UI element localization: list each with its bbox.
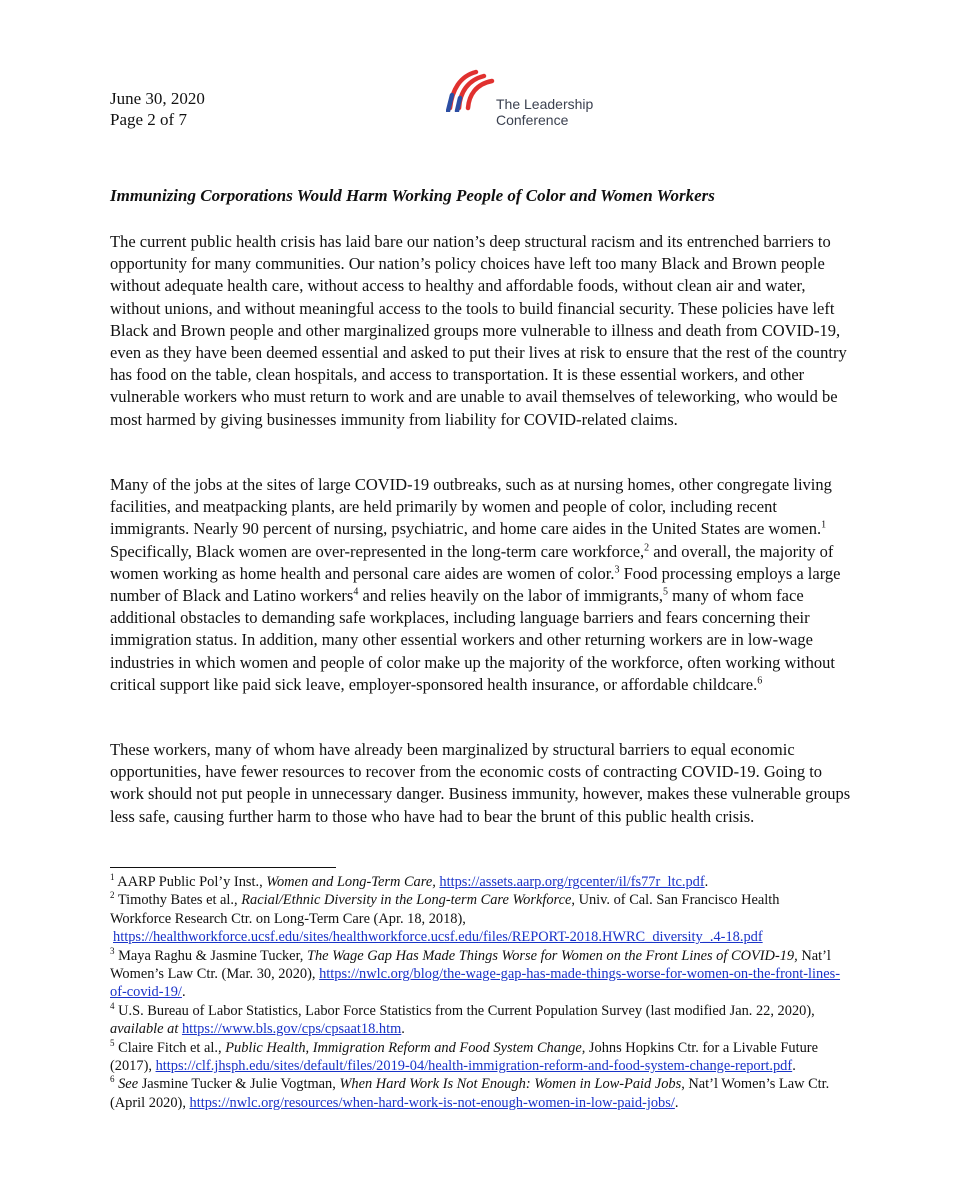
footnote-1-link[interactable]: https://assets.aarp.org/rgcenter/il/fs77r_ltc.pdf: [439, 874, 705, 890]
leadership-conference-logo: [446, 68, 606, 130]
footnote-4: [110, 1002, 842, 1039]
footnote-6-link[interactable]: https://nwlc.org/resources/when-hard-work-is-not-enough-women-in-low-paid-jobs/: [189, 1094, 675, 1111]
section-heading: Immunizing Corporations Would Harm Working People of Color and Women Workers: [110, 186, 715, 205]
footnote-2-publisher: , Univ. of Cal. San Francisco Health Workforce Research Ctr. on Long-Term Care (Apr. 18, 2018),: [110, 892, 780, 927]
logo-wordmark: [496, 96, 593, 128]
footnote-6-title: When Hard Work Is Not Enough: Women in Low-Paid Jobs: [339, 1076, 682, 1093]
footnote-6: [110, 1075, 842, 1112]
footnote-5-title: Public Health, Immigration Reform and Food System Change,: [225, 1039, 586, 1056]
footnote-5-source: Claire Fitch et al.,: [114, 1039, 226, 1056]
footnote-2-source: Timothy Bates et al.,: [114, 892, 242, 909]
footnote-divider: [110, 867, 336, 868]
footnote-5: [110, 1039, 842, 1076]
footnote-4-end: .: [401, 1021, 405, 1038]
footnote-ref-2[interactable]: 2: [644, 542, 650, 554]
logo-line-1: The Leadership: [496, 96, 594, 112]
p2-text-3: and overall, the majority of women working as home health and personal care aides are women of color.: [110, 541, 834, 583]
footnote-ref-4[interactable]: 4: [353, 586, 359, 598]
p2-text-5: and relies heavily on the labor of immigrants,: [358, 586, 664, 606]
letter-header: [110, 88, 205, 130]
footnote-3-link[interactable]: https://nwlc.org/blog/the-wage-gap-has-made-things-worse-for-women-on-the-front-lines-of-covid-19/: [110, 966, 841, 1001]
footnote-3-title: The Wage Gap Has Made Things Worse for Women on the Front Lines of COVID-19,: [306, 947, 798, 964]
footnote-3-number: 3: [110, 945, 115, 956]
footnote-4-available: available at: [110, 1021, 179, 1038]
footnote-1-title: Women and Long-Term Care,: [266, 874, 436, 890]
footnote-3: [110, 947, 842, 1002]
footnote-6-source: Jasmine Tucker & Julie Vogtman,: [138, 1076, 340, 1093]
footnote-ref-6[interactable]: 6: [757, 675, 763, 687]
p2-text-2: Specifically, Black women are over-represented in the long-term care workforce,: [110, 541, 645, 561]
logo-line-2: Conference: [496, 112, 569, 128]
footnote-1-source: AARP Public Pol’y Inst.,: [114, 874, 267, 890]
footnote-6-publisher: , Nat’l Women’s Law Ctr. (April 2020),: [110, 1076, 830, 1111]
footnote-1-number: 1: [110, 872, 115, 883]
footnote-1: [110, 873, 842, 891]
footnote-1-end: .: [704, 874, 709, 890]
footnote-2-number: 2: [110, 890, 115, 901]
footnote-3-publisher: Nat’l Women’s Law Ctr. (Mar. 30, 2020),: [110, 947, 831, 983]
paragraph-2: [110, 474, 852, 696]
footnote-3-source: Maya Raghu & Jasmine Tucker,: [114, 947, 307, 964]
footnote-3-end: .: [181, 984, 186, 1001]
footnote-4-link[interactable]: https://www.bls.gov/cps/cpsaat18.htm: [181, 1021, 402, 1038]
paragraph-1: The current public health crisis has laid bare our nation’s deep structural racism and its entrenched barriers to opportunity for many communities. Our nation’s policy choices have left too many Black and Brown people without adequate health care, without access to healthy and affordable foods, without clean air and water, without unions, and without meaningful access to the tools to build financial security. These policies have left Black and Brown people and other marginalized groups more vulnerable to illness and death from COVID-19, even as they have been deemed essential and asked to put their lives at risk to ensure that the rest of the country has food on the table, clean hospitals, and access to transportation. It is these essential workers, and other vulnerable workers who must return to work and are unable to avail themselves of teleworking, who would be most harmed by giving businesses immunity from liability for COVID-related claims.: [110, 232, 847, 429]
footnote-5-link[interactable]: https://clf.jhsph.edu/sites/default/files/2019-04/health-immigration-reform-and-food-system-change-report.pdf: [155, 1058, 793, 1075]
footnote-ref-5[interactable]: 5: [663, 586, 669, 598]
footnote-ref-3[interactable]: 3: [614, 564, 620, 576]
p2-text-1: Many of the jobs at the sites of large COVID-19 outbreaks, such as at nursing homes, other congregate living facilities, and meatpacking plants, are held primarily by women and people of color, including recent immigrants. Nearly 90 percent of nursing, psychiatric, and home care aides in the United States are women.: [110, 475, 832, 539]
footnote-6-number: 6: [110, 1074, 115, 1085]
paragraph-3: These workers, many of whom have already been marginalized by structural barriers to equal economic opportunities, have fewer resources to recover from the economic costs of contracting COVID-19. Going to work should not put people in unnecessary danger. Business immunity, however, makes these vulnerable groups less safe, causing further harm to those who have had to bear the brunt of this public health crisis.: [110, 740, 851, 826]
footnote-5-number: 5: [110, 1037, 115, 1048]
footnote-4-number: 4: [110, 1001, 115, 1012]
footnote-2-link[interactable]: https://healthworkforce.ucsf.edu/sites/healthworkforce.ucsf.edu/files/REPORT-2018.HWRC_diversity_.4-18.pdf: [113, 929, 763, 946]
page-number: Page 2 of 7: [110, 110, 187, 129]
footnote-ref-1[interactable]: 1: [821, 519, 827, 531]
footnote-6-end: .: [674, 1094, 679, 1111]
p2-text-6: many of whom face additional obstacles to demanding safe workplaces, including language barriers and fears concerning their immigration status. In addition, many other essential workers and other returning workers are in low-wage industries in which women and people of color make up the majority of the workforce, often working without critical support like paid sick leave, employer-sponsored health insurance, or affordable childcare.: [110, 586, 835, 694]
footnote-5-publisher: Johns Hopkins Ctr. for a Livable Future (2017),: [110, 1039, 818, 1075]
footnote-6-signal: See: [118, 1076, 139, 1093]
footnotes: [110, 873, 842, 1112]
footnote-4-source: U.S. Bureau of Labor Statistics, Labor Force Statistics from the Current Population Survey (last modified Jan. 22, 2020),: [114, 1002, 815, 1019]
footnote-2-title: Racial/Ethnic Diversity in the Long-term Care Workforce: [241, 892, 572, 909]
p2-text-4: Food processing employs a large number of Black and Latino workers: [110, 563, 841, 606]
footnote-5-end: .: [792, 1058, 796, 1075]
letter-date: June 30, 2020: [110, 89, 205, 108]
footnote-2: [110, 891, 842, 946]
